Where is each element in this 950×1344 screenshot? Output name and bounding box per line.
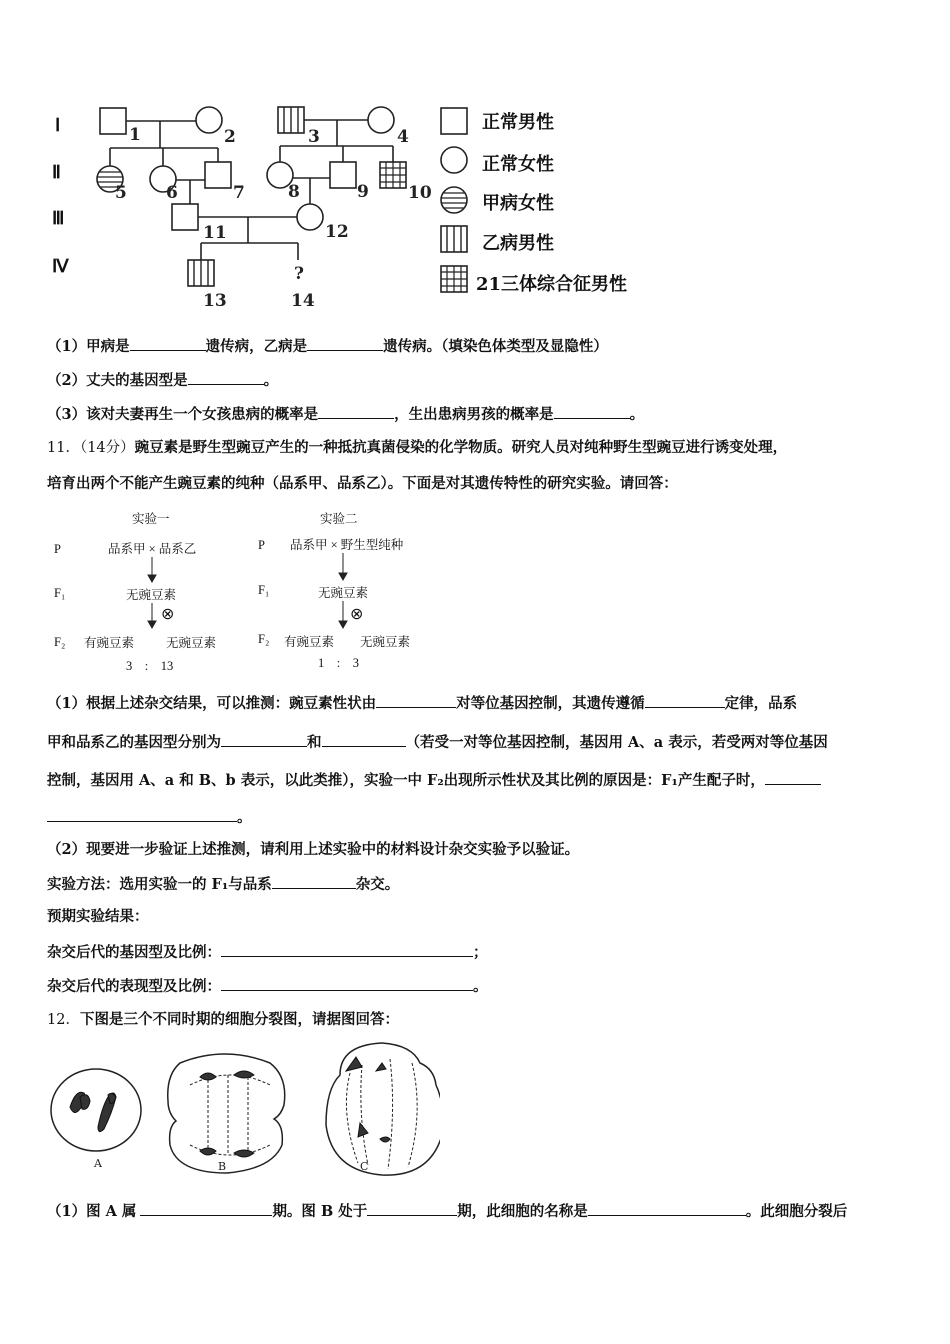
individual-number-10: 10 (408, 183, 432, 203)
exp1-f2-without: 无豌豆素 (166, 636, 217, 650)
answer-blank[interactable] (765, 769, 821, 785)
answer-blank[interactable] (322, 731, 406, 747)
q11-answer-8: 杂交后代的基因型及比例： ； (47, 941, 488, 963)
exp2-cross: 品系甲 × 野生型纯种 (290, 538, 404, 552)
generation-label-2: Ⅱ (52, 162, 61, 182)
q11-answer-1: （1）根据上述杂交结果，可以推测：豌豆素性状由 对等位基因控制，其遗传遵循 定律，品系 (47, 692, 797, 714)
q11-intro-line1: 11．（14分）豌豆素是野生型豌豆产生的一种抵抗真菌侵染的化学物质。研究人员对纯种野生型豌豆进行诱变处理， (47, 439, 788, 456)
generation-label-1: Ⅰ (55, 115, 61, 135)
generation-label-3: Ⅲ (52, 208, 65, 228)
individual-12-circle (297, 204, 323, 230)
individual-number-9: 9 (357, 182, 369, 202)
q11-answer-4: 。 (47, 806, 252, 828)
exp2-selfing-symbol: ⊗ (350, 606, 364, 623)
exp1-f1-label: F₁ (54, 586, 66, 600)
legend-circle-icon (441, 147, 467, 173)
q11-answer-5: （2）现要进一步验证上述推测，请利用上述实验中的材料设计杂交实验予以验证。 (47, 841, 580, 858)
answer-blank[interactable] (221, 941, 473, 957)
exp1-f2-with: 有豌豆素 (84, 636, 135, 650)
legend-striped-circle-icon (441, 187, 467, 213)
legend-label-disease-a-female: 甲病女性 (482, 193, 554, 214)
answer-blank[interactable] (221, 731, 307, 747)
experiment-arrows (0, 505, 450, 675)
exp1-p-label: P (54, 542, 61, 556)
figure-label-c: C (360, 1160, 369, 1173)
exp1-title: 实验一 (132, 512, 170, 526)
answer-blank[interactable] (554, 403, 630, 419)
q11-answer-9: 杂交后代的表现型及比例： 。 (47, 975, 488, 997)
exp2-ratio: 1 : 3 (318, 656, 359, 670)
exp2-f2-without: 无豌豆素 (360, 635, 411, 649)
answer-blank[interactable] (188, 369, 264, 385)
answer-blank[interactable] (367, 1200, 457, 1216)
legend-label-normal-male: 正常男性 (482, 112, 554, 133)
experiment-diagram (0, 505, 950, 675)
figure-label-b: B (218, 1160, 227, 1173)
answer-blank[interactable] (645, 692, 725, 708)
q10-part3: （3）该对夫妻再生一个女孩患病的概率是 ，生出患病男孩的概率是 。 (47, 403, 644, 425)
individual-number-1: 1 (129, 125, 141, 145)
exp1-f2-label: F₂ (54, 635, 66, 649)
answer-blank[interactable] (47, 806, 237, 822)
generation-label-4: Ⅳ (52, 256, 69, 276)
exp2-f2-with: 有豌豆素 (284, 635, 335, 649)
unknown-mark: ? (294, 264, 304, 284)
answer-blank[interactable] (318, 403, 394, 419)
legend-square-icon (441, 108, 467, 134)
exp1-ratio: 3 : 13 (126, 659, 174, 673)
q10-part1: （1）甲病是 遗传病，乙病是 遗传病。（填染色体类型及显隐性） (47, 335, 608, 357)
individual-4-circle (368, 107, 394, 133)
individual-number-13: 13 (203, 291, 227, 311)
question-number: 12． (47, 1012, 80, 1028)
exp2-f1-label: F₁ (258, 583, 270, 597)
cell-a (51, 1069, 141, 1151)
individual-7-square (205, 162, 231, 188)
figure-label-a: A (94, 1157, 102, 1170)
pedigree-legend-icons (436, 102, 476, 302)
individual-number-3: 3 (308, 127, 320, 147)
q10-part2: （2）丈夫的基因型是 。 (47, 369, 278, 391)
q12-intro: 12．下图是三个不同时期的细胞分裂图，请据图回答： (47, 1011, 399, 1028)
pedigree-chart (0, 95, 440, 315)
exp2-title: 实验二 (320, 512, 358, 526)
individual-2-circle (196, 107, 222, 133)
answer-blank[interactable] (272, 873, 356, 889)
individual-number-2: 2 (224, 127, 236, 147)
exp1-f1: 无豌豆素 (126, 588, 177, 602)
question-number: 11． (47, 440, 80, 456)
individual-number-6: 6 (166, 183, 178, 203)
individual-number-7: 7 (233, 183, 245, 203)
exp2-p-label: P (258, 538, 265, 552)
individual-number-12: 12 (325, 222, 349, 242)
individual-11-square (172, 204, 198, 230)
individual-number-14: 14 (291, 291, 315, 311)
legend-label-normal-female: 正常女性 (482, 154, 554, 175)
exp1-cross: 品系甲 × 品系乙 (108, 542, 197, 556)
q11-answer-2: 甲和品系乙的基因型分别为 和 （若受一对等位基因控制，基因用 A、a 表示，若受两对等位基因 (47, 731, 828, 753)
answer-blank[interactable] (307, 335, 383, 351)
answer-blank[interactable] (221, 975, 473, 991)
answer-blank[interactable] (130, 335, 206, 351)
answer-blank[interactable] (588, 1200, 746, 1216)
legend-label-trisomy-21-male: 21三体综合征男性 (476, 274, 628, 295)
cell-division-figures (40, 1035, 440, 1185)
answer-blank[interactable] (140, 1200, 272, 1216)
exp2-f2-label: F₂ (258, 632, 270, 646)
individual-9-square (330, 162, 356, 188)
q12-answer-1: （1）图 A 属 期。图 B 处于 期，此细胞的名称是 。此细胞分裂后 (47, 1200, 847, 1222)
individual-1-square (100, 108, 126, 134)
answer-blank[interactable] (376, 692, 456, 708)
exp1-selfing-symbol: ⊗ (161, 606, 175, 623)
q11-answer-3: 控制，基因用 A、a 和 B、b 表示，以此类推），实验一中 F₂出现所示性状及其比例的原因是：F₁产生配子时， (47, 769, 821, 791)
q11-answer-7: 预期实验结果： (47, 908, 149, 925)
q11-intro-line2: 培育出两个不能产生豌豆素的纯种（品系甲、品系乙）。下面是对其遗传特性的研究实验。请回答： (47, 475, 678, 492)
individual-number-8: 8 (288, 182, 300, 202)
individual-number-11: 11 (203, 223, 227, 243)
individual-number-5: 5 (115, 183, 127, 203)
individual-number-4: 4 (397, 127, 409, 147)
cell-c (326, 1043, 440, 1175)
exp2-f1: 无豌豆素 (318, 586, 369, 600)
question-score: （14分） (79, 440, 135, 456)
q11-answer-6: 实验方法：选用实验一的 F₁与品系 杂交。 (47, 873, 399, 895)
legend-label-disease-b-male: 乙病男性 (482, 233, 554, 254)
